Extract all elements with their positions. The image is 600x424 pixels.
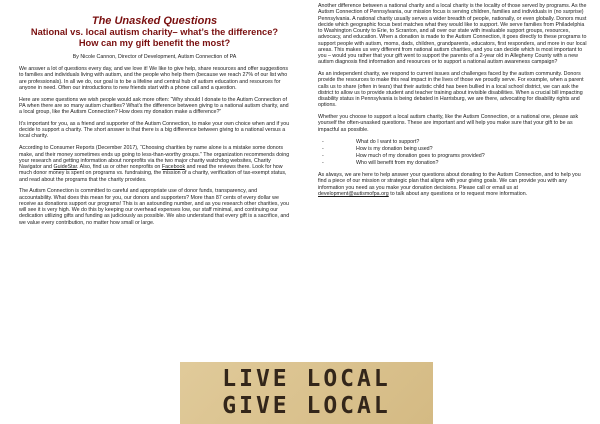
- closing-paragraph: [318, 172, 590, 197]
- email-link[interactable]: development@autismofpa.org: [318, 190, 389, 197]
- question-item: - Who will benefit from my donation?: [322, 159, 439, 166]
- article-subtitle-line1: National vs. local autism charity– what’s the difference?: [30, 27, 279, 37]
- right-column: [318, 3, 590, 203]
- bullet-icon: -: [322, 138, 324, 145]
- paragraph: Another difference between a national charity and a local charity is the locality of those served by programs. As the Autism Connection of Pennsylvania, our mission focus is serving children, families and individuals in (no surprise) Pennsylvania. A national charity usually serves a wider breadth of people, nationally, or even globally. Donors must decide which geographic focus best matches what they would like to support. We serve families from Philadelphia to Washington County to Erie, to Scranton, and all over our state with invaluable support groups, resources, advocacy, and education. When a donation is made to the Autism Connection, it goes directly to these programs to support people with autism, moms, dads, children, grandparents, educators, first responders, and more in our local areas. This makes us very different from national autism charities, and you can decide which is most important to you – would you rather that your gift went to support the parents of a 2-year old in Allegheny County with a new autism diagnosis find information and resources or to support a national autism awareness campaign?: [318, 3, 587, 66]
- question-list: [318, 139, 590, 167]
- banner-line-2: GIVE LOCAL: [222, 393, 391, 419]
- bullet-icon: -: [322, 145, 324, 152]
- question-item: - How much of my donation goes to programs provided?: [322, 152, 485, 159]
- live-local-banner: [180, 362, 433, 424]
- article-subtitle-line2: How can my gift benefit the most?: [78, 37, 231, 48]
- paragraph: As an independent charity, we respond to current issues and challenges faced by the autism community. Donors provide the resources to make this real impact in the lives of those we proudly serve. For example, when a parent calls us to share (often in tears) that their autistic child has been bullied in a local school district, we can ask the district to allow us to provide student and teacher training about invisible disabilities. When a crucial bill impacting disability status in Pennsylvania is being debated in Harrisburg, we are there, advocating for disability rights and options.: [318, 71, 584, 109]
- paragraph-text: to talk about any questions or to request more information.: [388, 190, 528, 197]
- banner-line-1: LIVE LOCAL: [222, 366, 391, 392]
- paragraph-text: and read the reviews there. Look for how much donor money is spent on programs vs. fundraising, the mission of a charity, verification of tax-exempt status, and read about the programs that the charity provides.: [19, 164, 287, 183]
- paragraph-text: According to Consumer Reports (December 2017), “Choosing charities by name alone is a mistake some donors make, and their money sometimes ends up going to less-than-worthy groups.” The organization recommends doing your research and getting information about nonprofits via the two major charity watchdog websites, Charity Navigator and: [19, 145, 290, 171]
- question-item: - What do I want to support?: [322, 138, 420, 145]
- left-column: [19, 0, 290, 232]
- paragraph-text: As always, we are here to help answer your questions about donating to the Autism Connection, and to help you find a piece of our mission or strategic plan that aligns with your giving goals. We can provide you with any information you need as you make your donation decisions. Please call or email us at: [318, 172, 581, 191]
- paragraph: The Autism Connection is committed to careful and appropriate use of donor funds, transparency, and accountability. What does this mean for you, our donors and supporters? More than 87 cents of every dollar we receive as donations support our programs! This is an astounding number, and as you research other charities, you will see it is very high. We do this by keeping our overhead expenses low, our staff minimal, and continuing our dedication utilizing gifts and funding as judiciously as possible. We also understand that every gift is a sacrifice, and we value every contribution, no matter how small or large.: [19, 188, 290, 226]
- guidestar-link[interactable]: GuideStar: [53, 164, 78, 171]
- paragraph: Whether you choose to support a local autism charity, like the Autism Connection, or a national one, please ask yourself the often-unasked questions. These are important and will help you make sure that your gift to be as impactful as possible.: [318, 114, 579, 133]
- paragraph-text: . Also, find us or other nonprofits on: [77, 164, 162, 171]
- bullet-icon: -: [322, 152, 324, 159]
- facebook-link[interactable]: Facebook: [161, 164, 186, 171]
- question-item: - How is my donation being used?: [322, 145, 433, 152]
- bullet-icon: -: [322, 159, 324, 166]
- paragraph-consumer-reports: [19, 145, 290, 183]
- byline: By Nicole Cannon, Director of Development, Autism Connection of PA: [72, 54, 237, 61]
- paragraph: We answer a lot of questions every day, and we love it! We like to give help, share resources and offer suggestions to families and individuals living with autism, and the people who help them (because we reach 27% of our list who are professionals). In all we do, our goal is to be a lifeline and central hub of autism education and resources for anyone in need. Often our introductions to new friends start with a phone call and a question.: [19, 66, 289, 91]
- article-title: The Unasked Questions: [91, 15, 218, 27]
- paragraph: Here are some questions we wish people would ask more often: “Why should I donate to the Autism Connection of PA when there are so many autism charities? What’s the difference between giving to a national autism charity, and a local group, like the Autism Connection? How does my donation make a difference?”: [19, 96, 289, 116]
- paragraph: It’s important for you, as a friend and supporter of the Autism Connection, to make your own choice when and if you decide to support a charity. The short answer is that there is a big difference between giving to a national versus a local charity.: [19, 120, 290, 140]
